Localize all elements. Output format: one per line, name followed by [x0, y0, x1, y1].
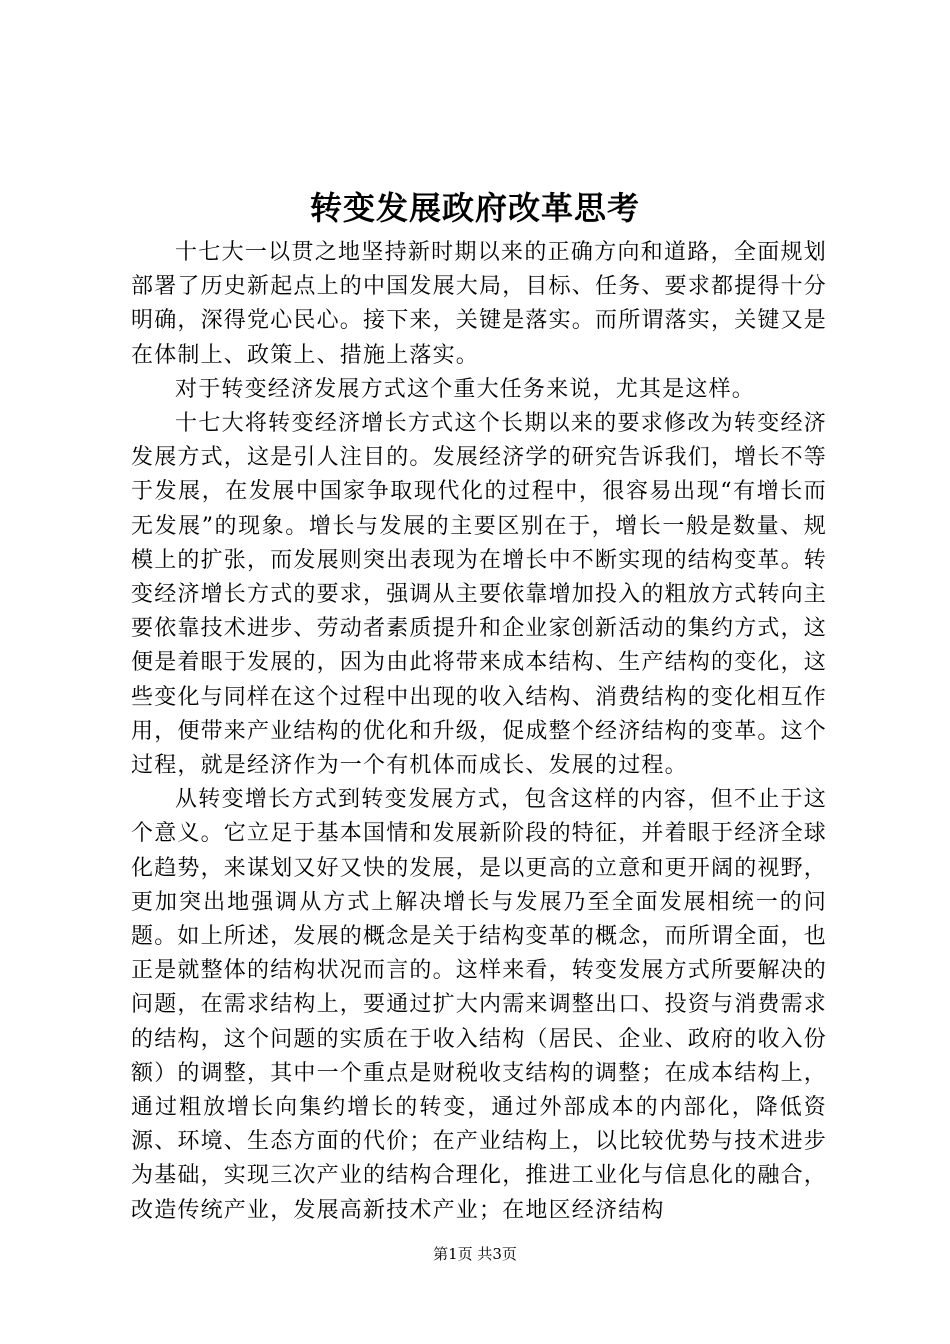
document-body — [131, 236, 827, 1228]
page-number-footer: 第1页 共3页 — [433, 1245, 517, 1263]
paragraph: 十七大一以贯之地坚持新时期以来的正确方向和道路，全面规划部署了历史新起点上的中国发展大局，目标、任务、要求都提得十分明确，深得党心民心。接下来，关键是落实。而所谓落实，关键又是在体制上、政策上、措施上落实。 — [131, 240, 828, 368]
paragraph: 对于转变经济发展方式这个重大任务来说，尤其是这样。 — [175, 376, 756, 402]
paragraph: 从转变增长方式到转变发展方式，包含这样的内容，但不止于这个意义。它立足于基本国情和发展新阶段的特征，并着眼于经济全球化趋势，来谋划又好又快的发展，是以更高的立意和更开阔的视野，更加突出地强调从方式上解决增长与发展乃至全面发展相统一的问题。如上所述，发展的概念是关于结构变革的概念，而所谓全面，也正是就整体的结构状况而言的。这样来看，转变发展方式所要解决的问题，在需求结构上，要通过扩大内需来调整出口、投资与消费需求的结构，这个问题的实质在于收入结构（居民、企业、政府的收入份额）的调整，其中一个重点是财税收支结构的调整；在成本结构上，通过粗放增长向集约增长的转变，通过外部成本的内部化，降低资源、环境、生态方面的代价；在产业结构上，以比较优势与技术进步为基础，实现三次产业的结构合理化，推进工业化与信息化的融合，改造传统产业，发展高新技术产业；在地区经济结构 — [131, 787, 828, 1223]
document-title: 转变发展政府改革思考 — [309, 189, 640, 227]
paragraph: 十七大将转变经济增长方式这个长期以来的要求修改为转变经济发展方式，这是引人注目的。发展经济学的研究告诉我们，增长不等于发展，在发展中国家争取现代化的过程中，很容易出现“有增长而无发展”的现象。增长与发展的主要区别在于，增长一般是数量、规模上的扩张，而发展则突出表现为在增长中不断实现的结构变革。转变经济增长方式的要求，强调从主要依靠增加投入的粗放方式转向主要依靠技术进步、劳动者素质提升和企业家创新活动的集约方式，这便是着眼于发展的，因为由此将带来成本结构、生产结构的变化，这些变化与同样在这个过程中出现的收入结构、消费结构的变化相互作用，便带来产业结构的优化和升级，促成整个经济结构的变革。这个过程，就是经济作为一个有机体而成长、发展的过程。 — [131, 411, 828, 779]
